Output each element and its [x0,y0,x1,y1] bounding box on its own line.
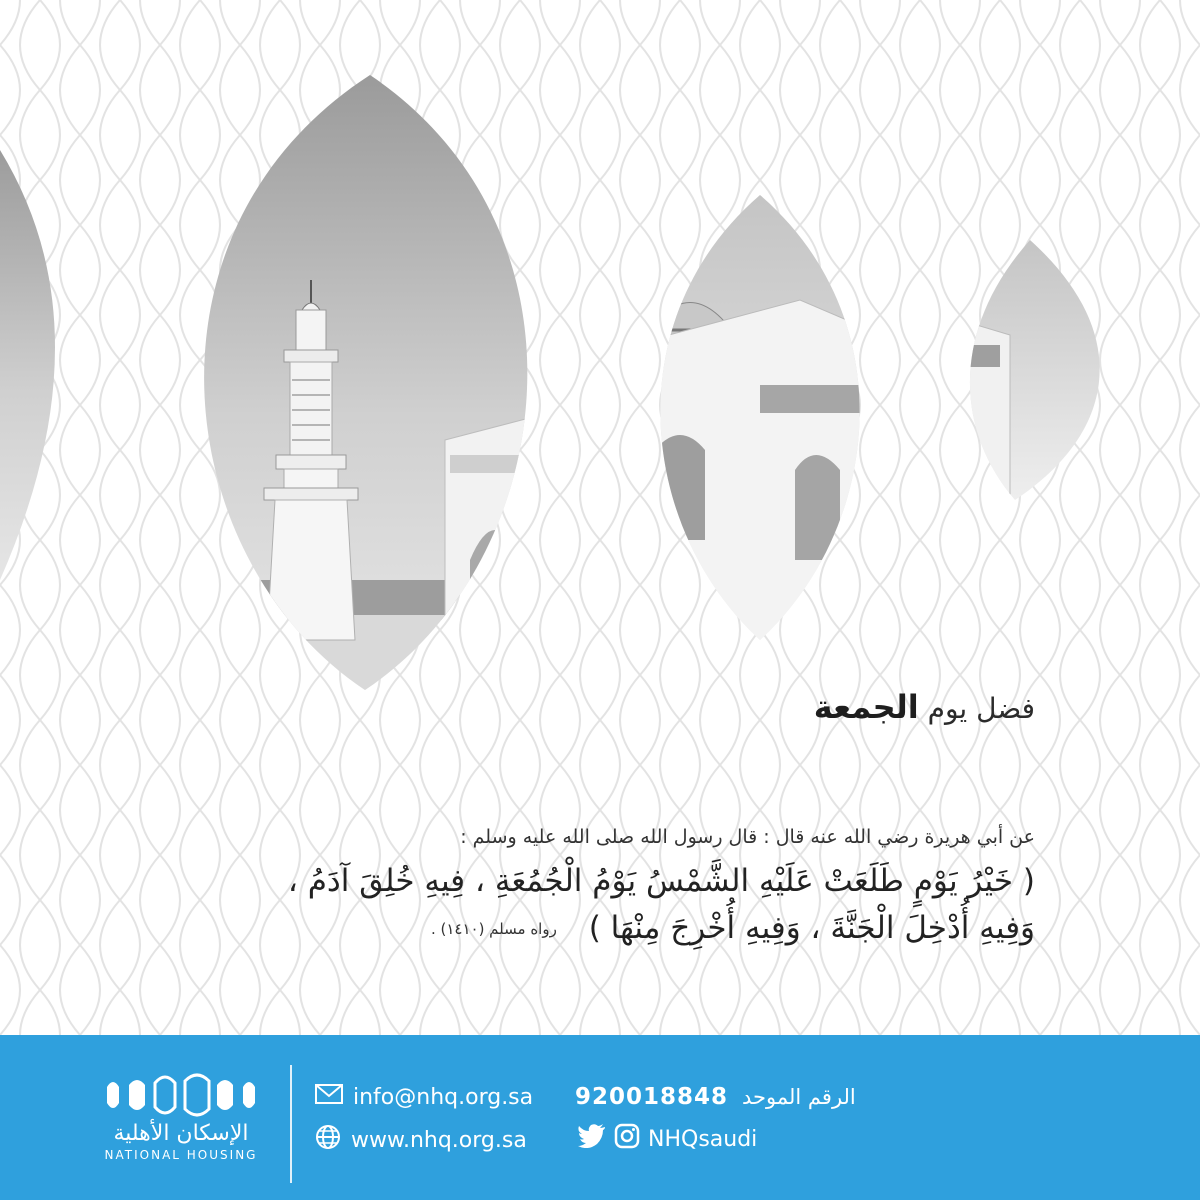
social-handle[interactable]: NHQsaudi [648,1126,758,1152]
website-text[interactable]: www.nhq.org.sa [351,1127,527,1153]
instagram-icon[interactable] [614,1123,640,1155]
contact-website[interactable] [315,1124,527,1156]
hadith-intro: عن أبي هريرة رضي الله عنه قال : قال رسول الله صلى الله عليه وسلم : [460,826,1035,848]
logo-mark-icon [101,1073,261,1117]
globe-icon [315,1124,341,1156]
twitter-icon[interactable] [578,1124,606,1154]
phone-number[interactable]: 920018848 [575,1084,729,1110]
footer-divider [290,1065,292,1183]
title-light: فضل يوم [927,692,1035,725]
contact-social[interactable] [578,1123,757,1155]
title-bold: الجمعة [813,688,919,726]
phone-label: الرقم الموحد [742,1085,856,1109]
arch-window-dome [600,190,900,650]
logo [86,1073,276,1193]
hadith-citation: رواه مسلم (١٤١٠) . [430,920,557,938]
hadith-line-2-wrap [135,905,1035,953]
email-text[interactable]: info@nhq.org.sa [353,1084,534,1110]
logo-text-arabic: الإسكان الأهلية [113,1121,249,1146]
contact-phone[interactable] [575,1084,856,1110]
hadith-line-1: ( خَيْرُ يَوْمٍ طَلَعَتْ عَلَيْهِ الشَّمْسُ يَوْمُ الْجُمُعَةِ ، فِيهِ خُلِقَ آدَمُ ، [287,863,1035,899]
page-title [814,688,1035,726]
mail-icon [315,1084,343,1110]
contact-email[interactable] [315,1084,533,1110]
footer-bar [0,1035,1200,1200]
hadith-line-2: وَفِيهِ أُدْخِلَ الْجَنَّةَ ، وَفِيهِ أُخْرِجَ مِنْهَا ) [588,910,1035,946]
arch-window-left [0,140,120,600]
hadith-text [135,858,1035,953]
logo-text-english: NATIONAL HOUSING [104,1148,258,1162]
arch-window-right [950,235,1130,510]
arch-window-minaret [150,70,590,705]
